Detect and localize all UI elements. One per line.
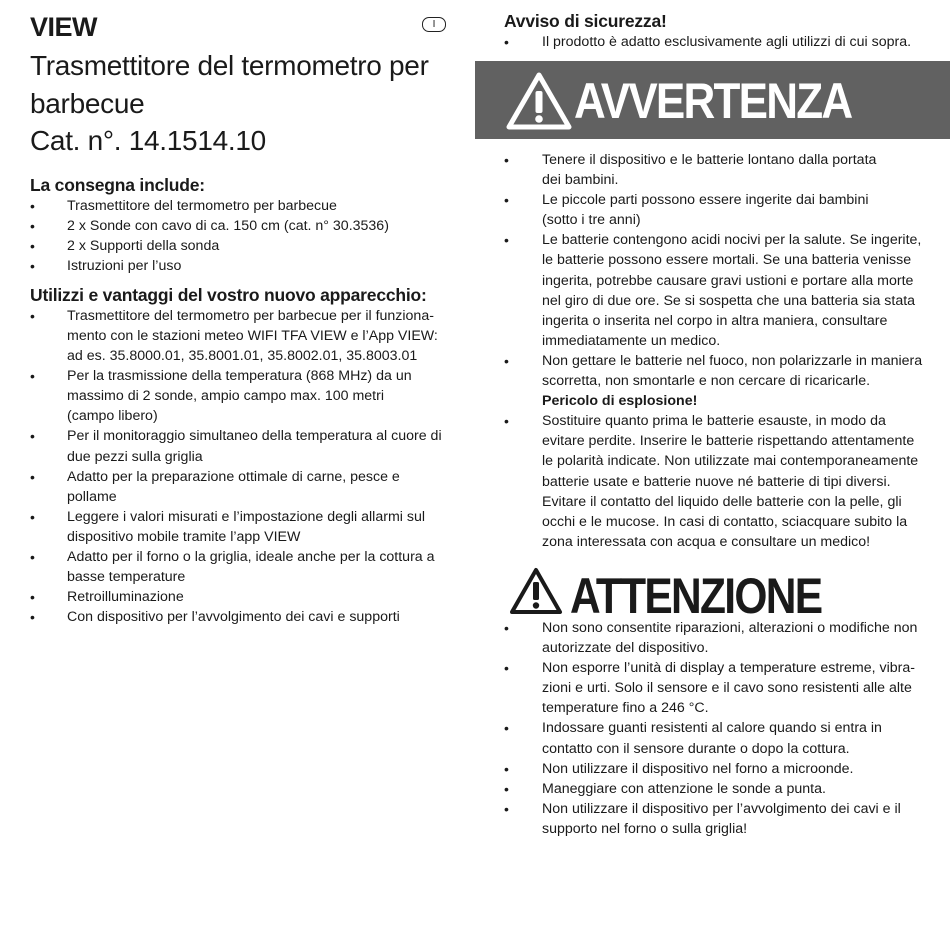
title-line: Cat. n°. 14.1514.10 — [30, 125, 266, 156]
list-item: • Sostituire quanto prima le batterie esauste, in modo da evitare perdite. Inserire le batterie rispettando attentamente le polarità indicate. Non utilizzate mai contemporaneamente batterie usate e batterie nuove né batterie di tipi diversi. Evitare il contatto del liquido delle batterie con la pelle, gli occhi e le mucose. In casi di contatto, sciacquare subito la zona interessata con acqua e consultare un medico! — [504, 413, 919, 550]
list-item: • Istruzioni per l’uso — [30, 256, 450, 276]
bullet-icon: • — [30, 468, 35, 485]
bullet-icon: • — [504, 34, 509, 50]
caution-title: ATTENZIONE — [570, 568, 822, 624]
delivery-heading: La consegna include: — [30, 174, 205, 195]
list-item: • Leggere i valori misurati e l’impostazione degli allarmi sul dispositivo mobile tramite l’app VIEW — [30, 508, 425, 545]
bullet-icon: • — [30, 197, 35, 214]
list-item: • 2 x Supporti della sonda — [30, 236, 450, 256]
bullet-icon: • — [30, 257, 35, 274]
safety-heading: Avviso di sicurezza! — [504, 11, 667, 31]
list-item: • Adatto per la preparazione ottimale di carne, pesce e pollame — [30, 468, 400, 505]
caution-list — [475, 618, 950, 839]
bullet-icon: • — [504, 232, 509, 249]
list-item: • Le batterie contengono acidi nocivi per la salute. Se ingerite, le batterie possono essere mortali. Se una batteria venisse ingerita, potrebbe causare gravi ustioni e portare alla morte nel giro di due ore. Se si sospetta che una batteria sia stata ingerita o inserita nel corpo in altra maniera, consultare immediatamente un medico. — [504, 232, 922, 349]
list-item: • Retroilluminazione — [30, 587, 450, 607]
bullet-icon: • — [504, 660, 509, 677]
bullet-icon: • — [504, 620, 509, 636]
right-column — [475, 10, 950, 52]
brand-title: VIEW — [30, 12, 98, 42]
bullet-icon: • — [504, 720, 509, 737]
list-item: • Tenere il dispositivo e le batterie lontano dalla portata dei bambini. — [504, 152, 877, 189]
list-item: • 2 x Sonde con cavo di ca. 150 cm (cat. n° 30.3536) — [30, 216, 450, 236]
caution-section — [475, 618, 950, 839]
warning-title: AVVERTENZA — [574, 73, 852, 129]
language-badge: I — [422, 17, 446, 32]
bullet-icon: • — [504, 192, 509, 209]
bullet-icon: • — [504, 152, 509, 168]
bullet-icon: • — [504, 800, 509, 817]
title-line: barbecue — [30, 87, 145, 119]
list-item: • Non esporre l’unità di display a temperature estreme, vibra- zioni e urti. Solo il sensore e il cavo sono resistenti alle alte temperature fino a 246 °C. — [504, 660, 915, 717]
list-item: • Le piccole parti possono essere ingerite dai bambini (sotto i tre anni) — [504, 192, 869, 229]
explosion-warning: Pericolo di esplosione! — [542, 393, 698, 410]
bullet-icon: • — [30, 428, 35, 445]
list-item: • Non utilizzare il dispositivo per l’avvolgimento dei cavi e il supporto nel forno o sulla griglia! — [504, 800, 901, 837]
warning-section — [475, 150, 950, 552]
list-item: • Trasmettitore del termometro per barbecue per il funziona- mento con le stazioni meteo WIFI TFA VIEW e l’App VIEW: ad es. 35.8000.01, 35.8001.01, 35.8002.01, 35.8003.01 — [30, 307, 438, 365]
bullet-icon: • — [504, 413, 509, 430]
bullet-icon: • — [30, 307, 35, 324]
list-item: • Per la trasmissione della temperatura (868 MHz) da un massimo di 2 sonde, ampio campo max. 100 metri (campo libero) — [30, 368, 412, 425]
delivery-list — [30, 196, 450, 276]
list-item: • Adatto per il forno o la griglia, ideale anche per la cottura a basse temperature — [30, 549, 435, 586]
bullet-icon: • — [30, 508, 35, 525]
list-item: • Per il monitoraggio simultaneo della temperatura al cuore di due pezzi sulla griglia — [30, 428, 442, 465]
bullet-icon: • — [30, 549, 35, 565]
caution-triangle-icon — [509, 567, 563, 615]
list-item: • Con dispositivo per l’avvolgimento dei cavi e supporti — [30, 607, 450, 627]
bullet-icon: • — [504, 780, 509, 797]
list-item: • Maneggiare con attenzione le sonde a punta. — [475, 779, 950, 799]
bullet-icon: • — [30, 609, 35, 626]
list-item: • Il prodotto è adatto esclusivamente agli utilizzi di cui sopra. — [475, 32, 950, 52]
uses-heading: Utilizzi e vantaggi del vostro nuovo apparecchio: — [30, 284, 427, 305]
title-line: Trasmettitore del termometro per — [30, 50, 429, 81]
list-item: • Non sono consentite riparazioni, alterazioni o modifiche non autorizzate del dispositivo. — [504, 620, 918, 657]
bullet-icon: • — [30, 237, 35, 254]
list-item: • Non utilizzare il dispositivo nel forno a microonde. — [475, 759, 950, 779]
list-item: • Trasmettitore del termometro per barbecue — [30, 196, 450, 216]
bullet-icon: • — [30, 217, 35, 234]
bullet-icon: • — [30, 589, 35, 606]
warning-list — [475, 150, 950, 552]
bullet-icon: • — [30, 368, 35, 385]
product-title — [30, 47, 450, 160]
safety-list — [475, 32, 950, 52]
list-item: • Indossare guanti resistenti al calore quando si entra in contatto con il sensore durante o dopo la cottura. — [504, 720, 882, 757]
bullet-icon: • — [504, 352, 509, 369]
uses-list — [30, 306, 450, 628]
left-column — [30, 10, 450, 627]
bullet-icon: • — [504, 760, 509, 777]
warning-triangle-icon — [506, 72, 572, 130]
list-item: • Non gettare le batterie nel fuoco, non polarizzarle in maniera scorretta, non smontarle e non cercare di ricaricarle. Pericolo di esplosione! — [475, 351, 950, 411]
